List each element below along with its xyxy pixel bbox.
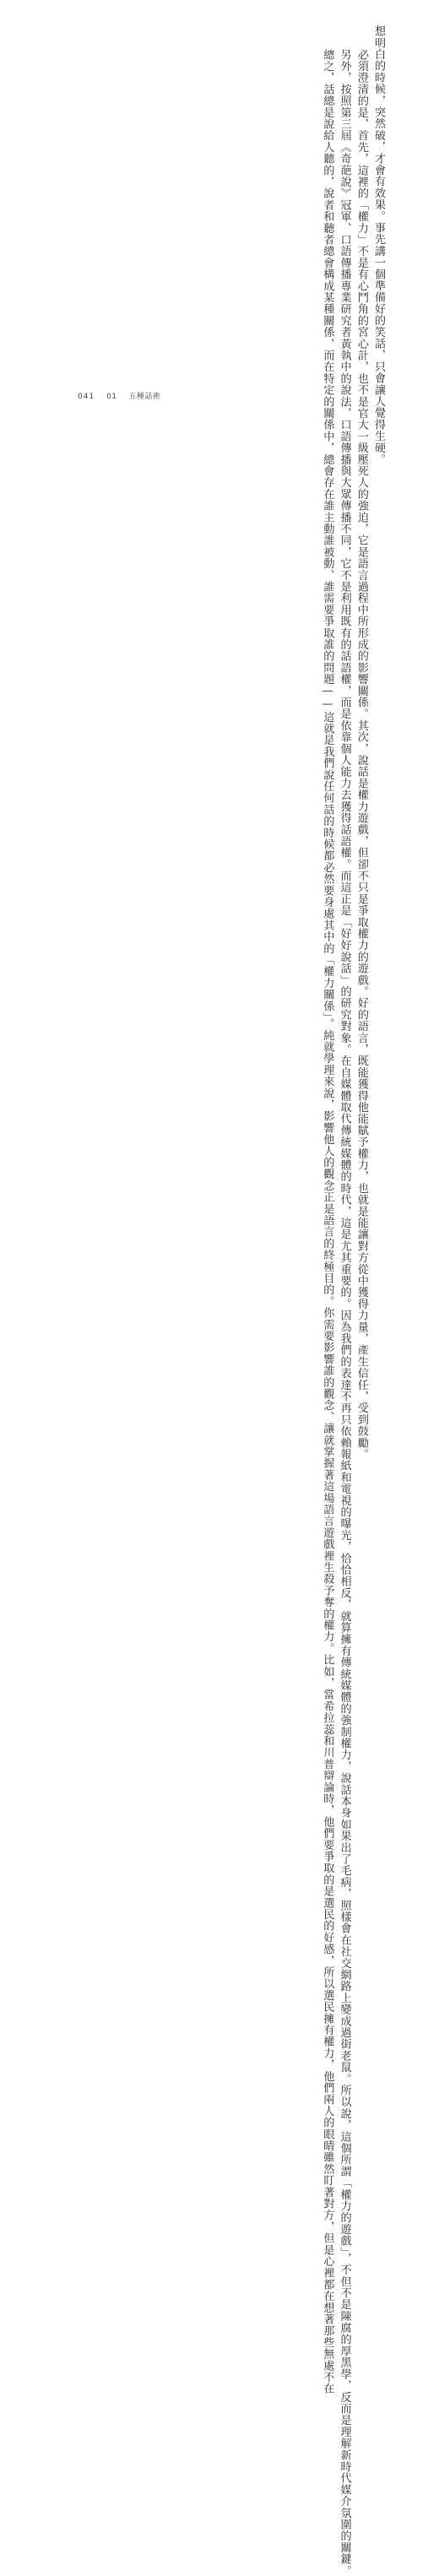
paragraph: 另外，按照第三屆《奇葩說》冠軍、口語傳播專業研究者黃執中的說法，口語傳播與大眾傳播不同，它不是利用既有的話語權，而是依靠個人能力去獲得話語權。而這正是「好好說話」的研究對象。在自媒體取代傳統媒體的時代，這是尤其重要的。因為我們的表達不再只依賴報紙和電視的曝光，恰恰相反，就算擁有傳統媒體的強制權力，說話本身如果出了毛病，照樣會在社交網路上變成過街老鼠。所以說，這個所謂「權力的遊戲」，不但不是陳腐的厚黑學，反而是理解新時代媒介氛圍的關鍵。 xyxy=(338,48,351,2576)
page-footer xyxy=(78,390,160,401)
paragraph: 想明白的時候，突然破，才會有效果。事先講一個準備好的笑話，只會讓人覺得生硬。 xyxy=(372,25,385,465)
paragraph: 總之，話總是說給人聽的，說者和聽者總會構成某種關係，而在特定的關係中，總會存在誰主動誰被動、誰需要爭取誰的問題——這就是我們說任何話的時候都必然要身處其中的「權力關係」。純就學理來說，影響他人的觀念正是語言的終極目的。你需要影響誰的觀念、讓就掌握著這場語言遊戲裡生殺予奪的權力。比如，當希拉蕊和川普辯論時，他們要爭取的是選民的好感，所以選民擁有權力，他們兩人的眼睛雖然盯著對方，但是心裡都在想著那些無處不在 xyxy=(321,48,334,2394)
page-number: 041 xyxy=(78,393,95,401)
vertical-text-body xyxy=(318,25,387,2576)
paragraph: 必須澄清的是，首先，這裡的「權力」不是有心鬥角的宮心計，也不是官大一級壓死人的強迫，它是語言過程中所形成的影響關係。其次，說話是權力遊戲，但卻不只是爭取權力的遊戲。好的語言，既能獲得他能賦予權力，也就是能讓對方從中獲得力量，產生信任，受到鼓勵。 xyxy=(355,48,368,1461)
chapter-number: 01 xyxy=(106,393,117,401)
chapter-title: 五種話術 xyxy=(128,393,161,401)
